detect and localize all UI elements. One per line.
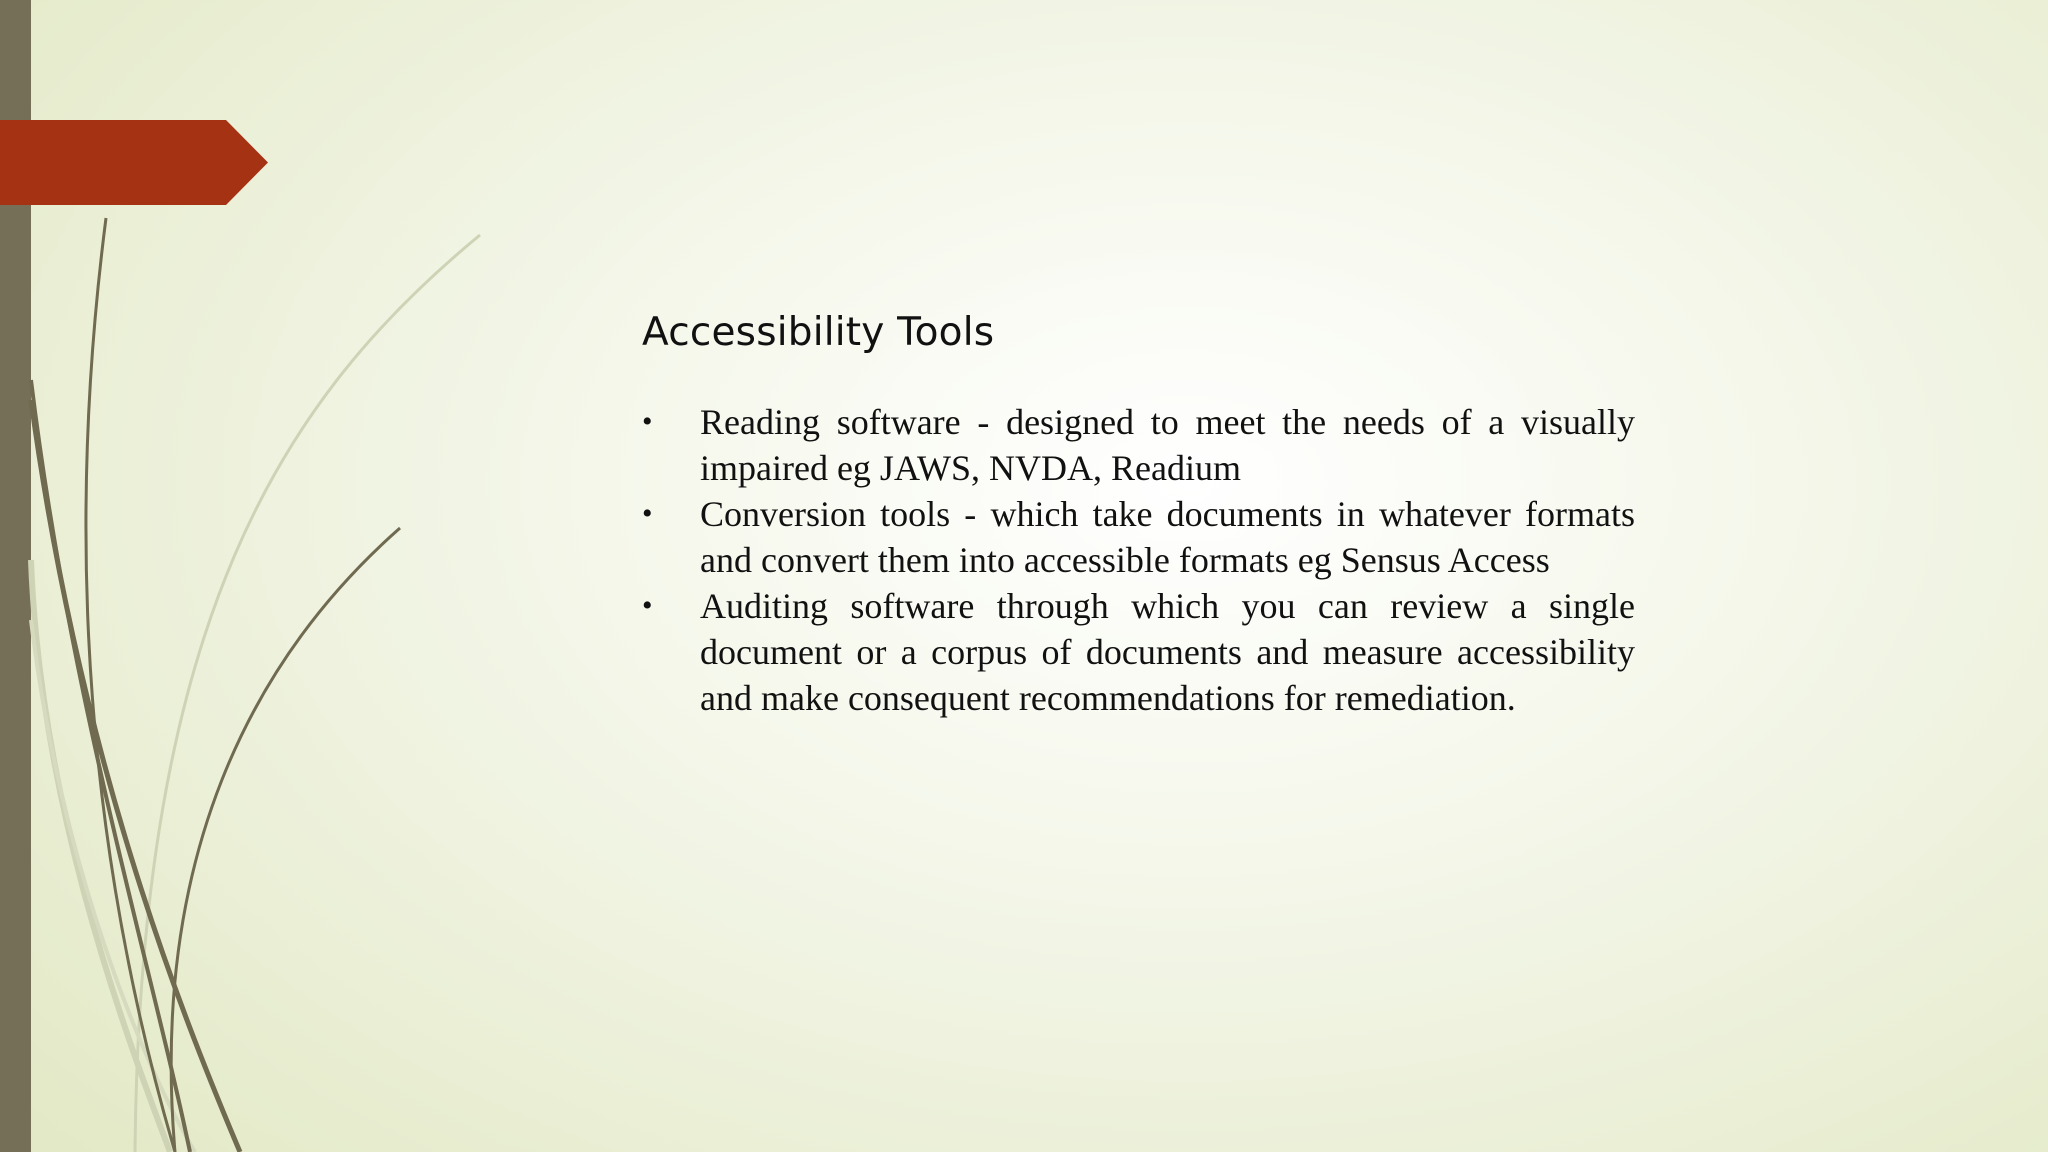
bullet-text: Auditing software through which you can review a single document or a corpus of documents and measure accessibility and make consequent recommendations for remediation. bbox=[700, 586, 1635, 718]
bullet-text: Reading software - designed to meet the needs of a visually impaired eg JAWS, NVDA, Readium bbox=[700, 402, 1635, 488]
bullet-icon: • bbox=[642, 405, 653, 438]
bullet-item bbox=[642, 491, 1635, 583]
bullet-item bbox=[642, 399, 1635, 491]
slide-content bbox=[642, 310, 1635, 721]
bullet-icon: • bbox=[642, 497, 653, 530]
slide-title: Accessibility Tools bbox=[642, 310, 995, 355]
swoosh-dark-4 bbox=[31, 400, 240, 1152]
bullet-list bbox=[642, 399, 1635, 721]
arrow-banner bbox=[0, 120, 268, 205]
bullet-text: Conversion tools - which take documents in whatever formats and convert them into accessible formats eg Sensus Access bbox=[700, 494, 1635, 580]
bullet-item bbox=[642, 583, 1635, 721]
swoosh-dark-3 bbox=[171, 528, 400, 1152]
bullet-icon: • bbox=[642, 589, 653, 622]
